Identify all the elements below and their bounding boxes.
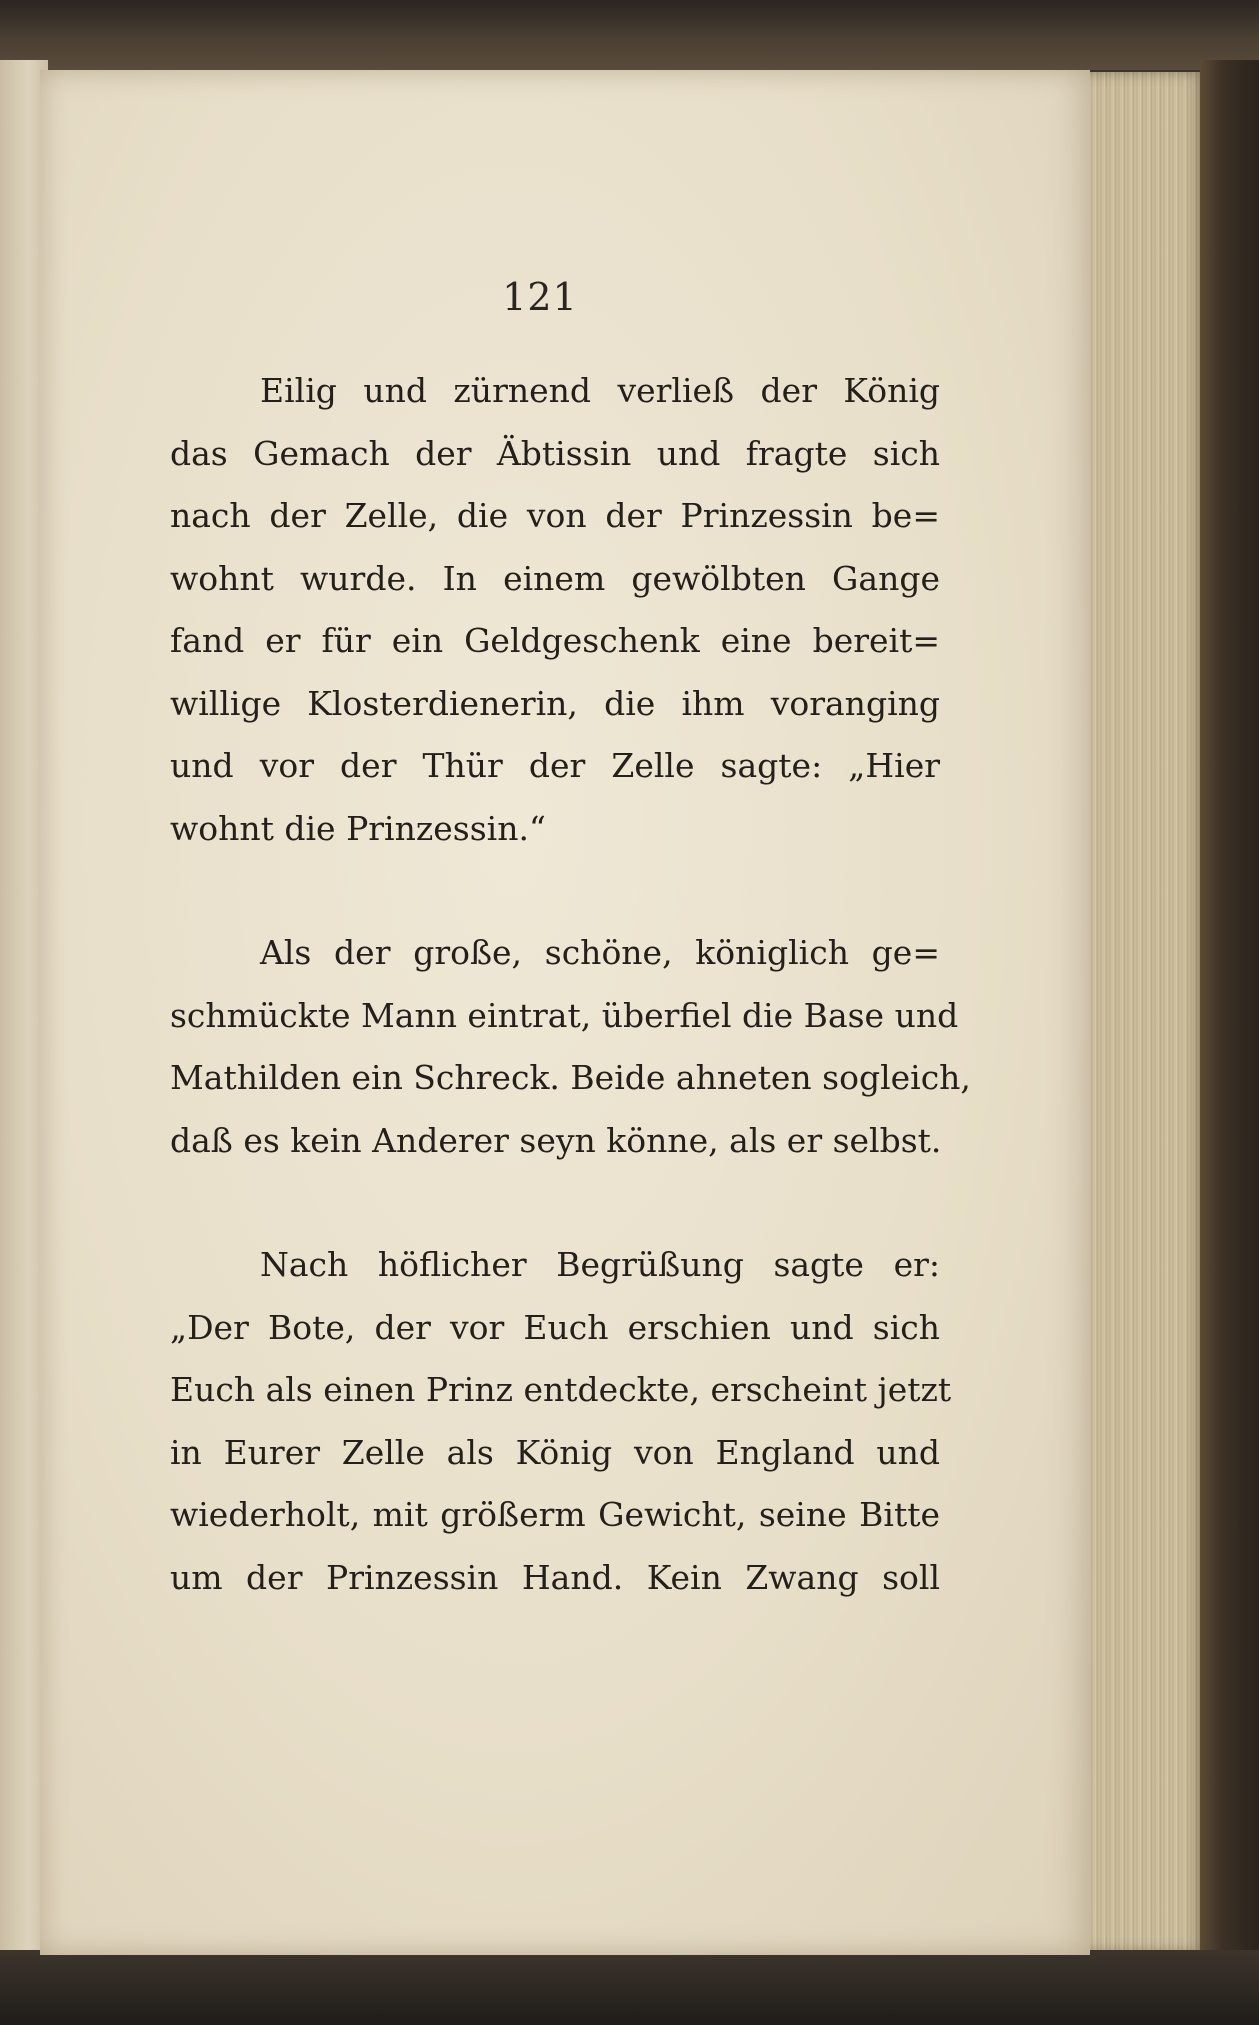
paragraph-1	[170, 360, 940, 860]
paragraph-2	[170, 922, 971, 1172]
text-line: wohnt wurde. In einem gewölbten Gange	[170, 558, 940, 598]
text-line: um der Prinzessin Hand. Kein Zwang soll	[170, 1557, 940, 1597]
paragraph-3	[170, 1234, 952, 1609]
text-line: Mathilden ein Schreck. Beide ahneten sogleich,	[170, 1058, 971, 1097]
book-bottom-edge	[0, 1950, 1259, 2025]
text-line: Als der große, schöne, königlich ge=	[260, 933, 940, 972]
page-number: 121	[502, 275, 578, 319]
text-line: schmückte Mann eintrat, überfiel die Base und	[170, 995, 959, 1035]
text-line: wiederholt, mit größerm Gewicht, seine Bitte	[170, 1495, 940, 1534]
book-cover-edge	[1200, 60, 1259, 1960]
text-line: „Der Bote, der vor Euch erschien und sich	[170, 1307, 940, 1347]
book-page	[40, 70, 1090, 1955]
page-stack-edge	[1085, 72, 1205, 1952]
text-line: das Gemach der Äbtissin und fragte sich	[170, 433, 940, 473]
book-top-edge	[0, 0, 1259, 70]
text-line: fand er für ein Geldgeschenk eine bereit=	[170, 621, 940, 660]
text-line: wohnt die Prinzessin.“	[170, 808, 546, 848]
text-line: Eilig und zürnend verließ der König	[260, 371, 940, 410]
text-line: in Eurer Zelle als König von England und	[170, 1432, 940, 1472]
text-line: willige Klosterdienerin, die ihm voranging	[170, 683, 940, 723]
text-line: und vor der Thür der Zelle sagte: „Hier	[170, 746, 940, 785]
text-line: nach der Zelle, die von der Prinzessin be=	[170, 496, 940, 535]
text-line: Nach höflicher Begrüßung sagte er:	[260, 1245, 940, 1284]
page-text	[170, 360, 971, 1609]
text-line: Euch als einen Prinz entdeckte, erscheint jetzt	[170, 1370, 952, 1409]
text-line: daß es kein Anderer seyn könne, als er selbst.	[170, 1120, 942, 1160]
